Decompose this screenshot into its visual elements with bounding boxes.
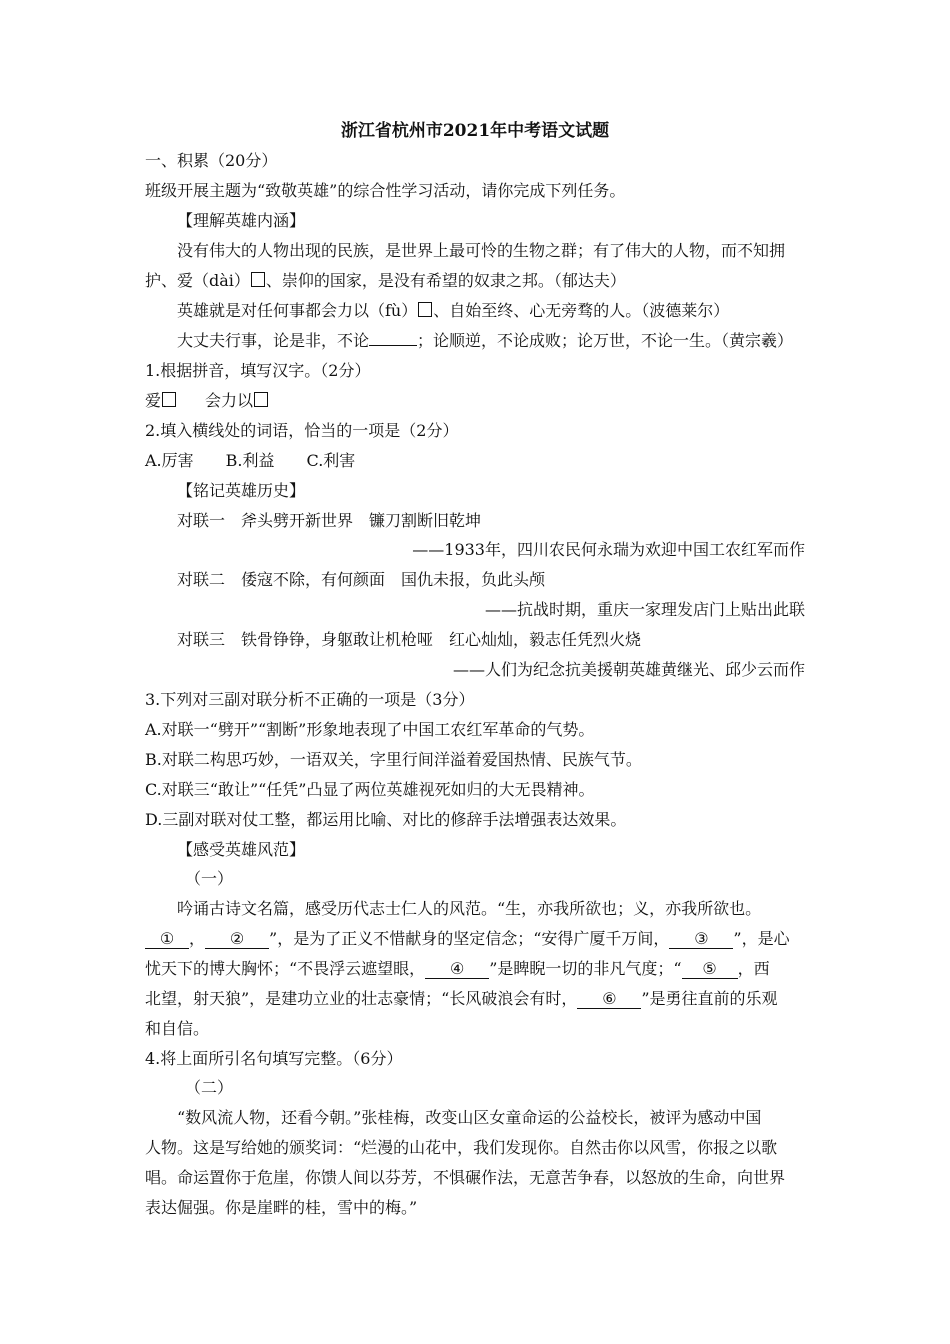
paragraph-line: 人物。这是写给她的颁奖词：“烂漫的山花中，我们发现你。自然击你以风雪，你报之以歌 xyxy=(145,1138,778,1157)
paragraph-line: 表达倔强。你是崖畔的桂，雪中的梅。” xyxy=(145,1198,418,1217)
option-c: C.对联三“敢让”“任凭”凸显了两位英雄视死如归的大无畏精神。 xyxy=(145,780,595,799)
answer-box xyxy=(162,392,176,407)
fill-blank-6: ⑥ xyxy=(577,990,641,1009)
option-b: B.对联二构思巧妙，一语双关，字里行间洋溢着爱国热情、民族气节。 xyxy=(145,750,642,769)
fill-blank xyxy=(369,345,417,346)
answer-box xyxy=(251,272,265,287)
couplet-3: 对联三 铁骨铮铮，身躯敢让机枪哑 红心灿灿，毅志任凭烈火烧 xyxy=(177,630,642,649)
couplet-3-source: ——人们为纪念抗美援朝英雄黄继光、邱少云而作 xyxy=(452,660,805,679)
fill-blank-3: ③ xyxy=(669,930,733,949)
intro-text: 班级开展主题为“致敬英雄”的综合性学习活动，请你完成下列任务。 xyxy=(145,181,626,200)
quote-paragraph: 大丈夫行事，论是非，不论 ；论顺逆，不论成败；论万世，不论一生。（黄宗羲） xyxy=(177,331,794,350)
paragraph-line: 忧天下的博大胸怀；“不畏浮云遮望眼， ④ ”是睥睨一切的非凡气度；“ ⑤ ，西 xyxy=(145,959,770,978)
quote-paragraph: 没有伟大的人物出现的民族，是世界上最可怜的生物之群；有了伟大的人物，而不知拥 xyxy=(177,241,786,260)
question-1-answers: 爱 会力以 xyxy=(145,391,269,411)
paragraph-line: “数风流人物，还看今朝。”张桂梅，改变山区女童命运的公益校长，被评为感动中国 xyxy=(177,1108,762,1127)
subsection-heading: 【感受英雄风范】 xyxy=(177,840,306,859)
question-3: 3.下列对三副对联分析不正确的一项是（3分） xyxy=(145,690,475,709)
option-d: D.三副对联对仗工整，都运用比喻、对比的修辞手法增强表达效果。 xyxy=(145,810,627,829)
couplet-1: 对联一 斧头劈开新世界 镰刀割断旧乾坤 xyxy=(177,511,482,530)
question-1: 1.根据拼音，填写汉字。（2分） xyxy=(145,361,371,380)
paragraph-line: ① ， ② ”，是为了正义不惜献身的坚定信念；“安得广厦千万间， ③ ”，是心 xyxy=(145,929,790,949)
answer-box xyxy=(418,302,432,317)
fill-blank-5: ⑤ xyxy=(682,960,738,979)
option-a: A.对联一“劈开”“割断”形象地表现了中国工农红军革命的气势。 xyxy=(145,720,595,739)
subsection-heading: 【理解英雄内涵】 xyxy=(177,211,306,230)
question-4: 4.将上面所引名句填写完整。（6分） xyxy=(145,1049,403,1068)
answer-box xyxy=(254,392,268,407)
paragraph-line: 北望，射天狼”，是建功立业的壮志豪情；“长风破浪会有时， ⑥ ”是勇往直前的乐观 xyxy=(145,989,778,1008)
quote-paragraph: 英雄就是对任何事都会力以（fù） 、自始至终、心无旁骛的人。（波德莱尔） xyxy=(177,301,730,320)
couplet-2: 对联二 倭寇不除，有何颜面 国仇未报，负此头颅 xyxy=(177,570,546,589)
couplet-1-source: ——1933年，四川农民何永瑞为欢迎中国工农红军而作 xyxy=(412,540,805,559)
part-label: （二） xyxy=(185,1078,234,1097)
part-label: （一） xyxy=(185,869,234,888)
paragraph-line: 和自信。 xyxy=(145,1019,210,1038)
question-2: 2.填入横线处的词语，恰当的一项是（2分） xyxy=(145,421,459,440)
paragraph-line: 唱。命运置你于危崖，你馈人间以芬芳，不惧碾作法，无意苦争春，以怒放的生命，向世界 xyxy=(145,1168,786,1187)
fill-blank-4: ④ xyxy=(425,960,489,979)
subsection-heading: 【铭记英雄历史】 xyxy=(177,481,306,500)
paragraph-line: 吟诵古诗文名篇，感受历代志士仁人的风范。“生，亦我所欲也；义，亦我所欲也。 xyxy=(177,899,762,918)
couplet-2-source: ——抗战时期，重庆一家理发店门上贴出此联 xyxy=(484,600,805,619)
fill-blank-2: ② xyxy=(205,930,269,949)
fill-blank-1: ① xyxy=(145,930,189,949)
quote-paragraph-cont: 护、爱（dài） 、崇仰的国家，是没有希望的奴隶之邦。（郁达夫） xyxy=(145,271,626,290)
doc-title: 浙江省杭州市2021年中考语文试题 xyxy=(340,121,610,141)
section-heading: 一、积累（20分） xyxy=(145,151,278,170)
question-2-options: A.厉害 B.利益 C.利害 xyxy=(145,451,356,470)
